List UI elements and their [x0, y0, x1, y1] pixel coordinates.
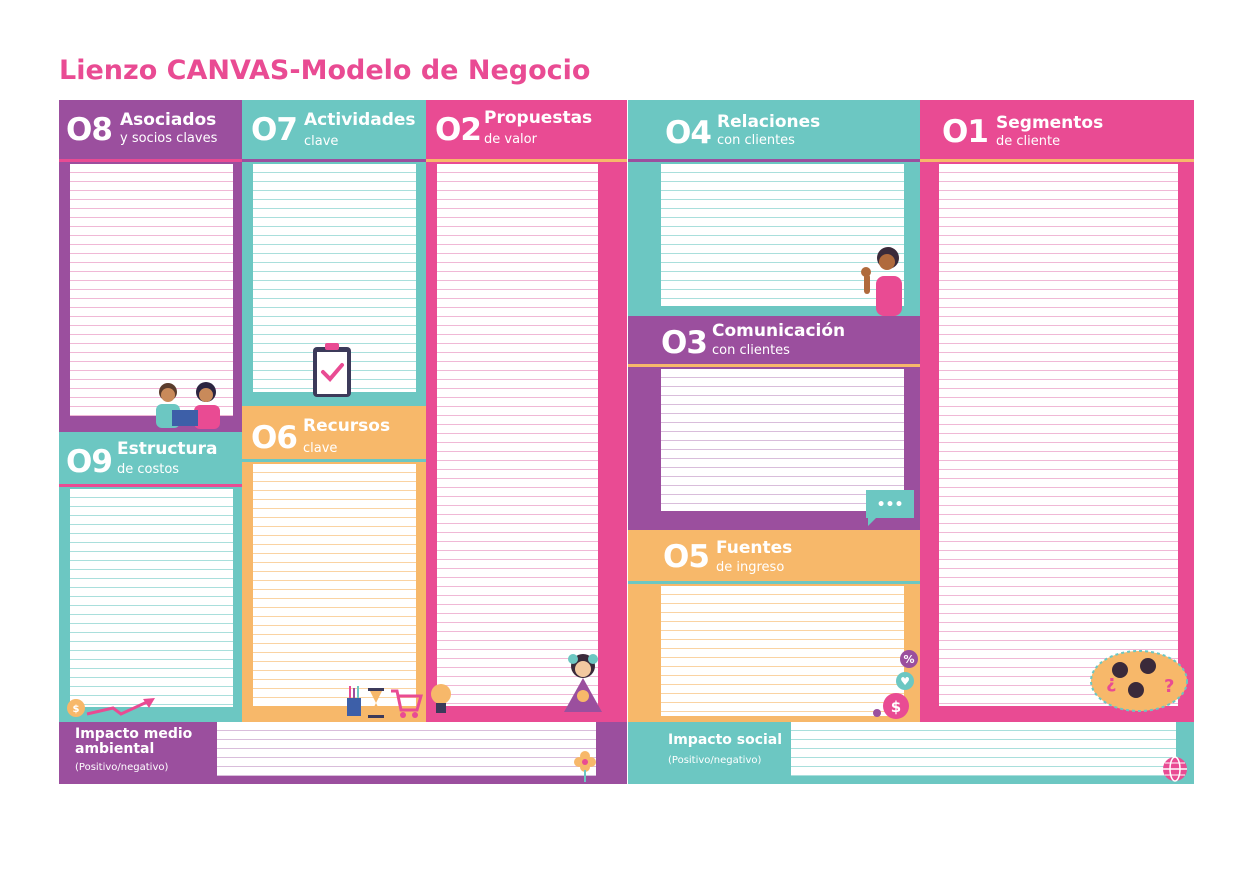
block-number: O2 — [435, 112, 481, 148]
block-number: O9 — [66, 444, 112, 480]
dollar-text: $ — [890, 698, 902, 716]
writing-area[interactable] — [70, 164, 233, 416]
team-laptop-icon — [146, 380, 230, 432]
page-title: Lienzo CANVAS-Modelo de Negocio — [59, 55, 591, 86]
impacto-social-label: Impacto social — [668, 732, 783, 748]
block-subtitle: clave — [303, 441, 338, 456]
block-subtitle: de valor — [484, 132, 537, 147]
writing-area[interactable] — [70, 489, 233, 707]
question-open-text: ¿ — [1106, 672, 1117, 693]
money-icons-icon — [872, 645, 920, 722]
block-subtitle: de costos — [117, 462, 180, 477]
writing-area[interactable] — [661, 586, 904, 716]
flower-icon — [574, 750, 596, 784]
block-title: Propuestas — [484, 108, 593, 128]
people-group-icon — [1088, 648, 1190, 714]
doll-icon — [556, 652, 606, 714]
hourglass-icon — [366, 688, 386, 720]
block-title: Fuentes — [716, 538, 793, 558]
block-subtitle: y socios claves — [120, 131, 218, 146]
block-subtitle: de cliente — [996, 134, 1061, 149]
block-title: Asociados — [120, 110, 217, 130]
writing-area[interactable] — [217, 722, 596, 776]
writing-area[interactable] — [791, 722, 1176, 776]
block-recursos — [242, 406, 426, 722]
shopping-cart-icon — [389, 688, 423, 720]
block-subtitle: clave — [304, 134, 339, 149]
heart-text: ♥ — [900, 675, 910, 688]
block-number: O6 — [251, 420, 297, 456]
writing-area[interactable] — [253, 464, 416, 706]
writing-area[interactable] — [939, 164, 1178, 706]
block-subtitle: de ingreso — [716, 560, 785, 575]
coin-trend-icon — [65, 694, 165, 722]
block-number: O3 — [661, 325, 707, 361]
writing-area[interactable] — [437, 164, 598, 706]
block-title: Actividades — [304, 110, 416, 130]
block-title: Relaciones — [717, 112, 821, 132]
block-title: Segmentos — [996, 113, 1104, 133]
question-close-text: ? — [1164, 676, 1175, 697]
chat-bubble-icon — [862, 488, 916, 528]
block-subtitle: con clientes — [717, 133, 795, 148]
block-number: O7 — [251, 112, 297, 148]
block-propuestas — [426, 100, 627, 722]
pencil-cup-icon — [344, 686, 364, 718]
impacto-ambiental-bar — [59, 722, 627, 784]
block-title: Estructura — [117, 439, 218, 459]
block-title: Recursos — [303, 416, 391, 436]
impacto-social-bar — [628, 722, 1194, 784]
block-number: O5 — [663, 539, 709, 575]
impacto-social-sub: (Positivo/negativo) — [668, 755, 762, 766]
block-subtitle: con clientes — [712, 343, 790, 358]
impacto-ambiental-label-1: Impacto medio — [75, 726, 193, 742]
lightbulb-icon — [430, 683, 452, 717]
percent-text: % — [903, 653, 915, 666]
impacto-ambiental-label-2: ambiental — [75, 741, 155, 757]
woman-waving-icon — [856, 244, 910, 316]
block-number: O4 — [665, 115, 711, 151]
clipboard-icon — [311, 342, 355, 400]
block-number: O8 — [66, 112, 112, 148]
coin-text: $ — [72, 704, 80, 715]
impacto-ambiental-sub: (Positivo/negativo) — [75, 762, 169, 773]
block-segmentos — [920, 100, 1194, 722]
block-number: O1 — [942, 114, 988, 150]
chat-dots-text: ••• — [876, 497, 904, 513]
block-title: Comunicación — [712, 321, 846, 341]
globe-icon — [1162, 756, 1188, 782]
block-estructura — [59, 432, 242, 722]
